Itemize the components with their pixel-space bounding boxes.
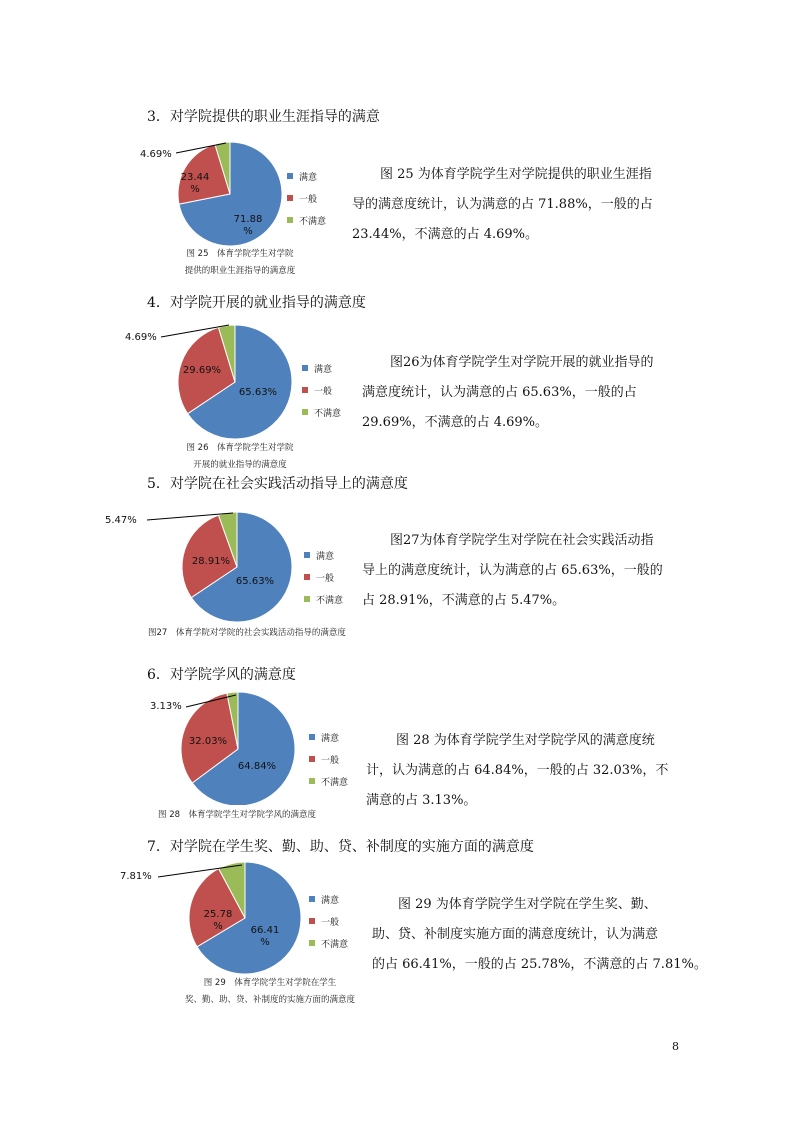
section-heading-3: 3．对学院提供的职业生涯指导的满意	[147, 109, 380, 125]
satisfied-swatch	[304, 552, 310, 558]
legend-label: 满意	[299, 172, 318, 183]
legend-item-unsatisfied	[302, 401, 341, 423]
label-satisfied: 65.63%	[238, 387, 278, 398]
para-line: 图 29 为体育学院学生对学院在学生奖、勤、	[398, 897, 657, 912]
unsatisfied-swatch	[287, 217, 293, 223]
figure-caption-26	[170, 440, 310, 474]
section-heading-6: 6．对学院学风的满意度	[147, 667, 296, 683]
para-line: 满意的占 3.13%。	[366, 793, 477, 808]
pie-chart-5	[105, 508, 295, 623]
legend-6	[309, 726, 348, 792]
legend-item-average	[309, 910, 348, 932]
section-heading-7: 7．对学院在学生奖、勤、助、贷、补制度的实施方面的满意度	[147, 839, 534, 855]
pie-chart-6	[150, 690, 300, 805]
para-line: 图27为体育学院学生对学院在社会实践活动指	[390, 533, 654, 548]
caption-line: 开展的就业指导的满意度	[193, 460, 287, 470]
paragraph-6	[366, 726, 668, 816]
legend-label: 满意	[321, 733, 340, 744]
unsatisfied-swatch	[309, 778, 315, 784]
pie-chart-4	[125, 320, 295, 440]
satisfied-swatch	[287, 173, 293, 179]
caption-line: 图 28 体育学院学生对学院学风的满意度	[158, 810, 317, 820]
para-line: 的占 66.41%，一般的占 25.78%，不满意的占 7.81%。	[372, 957, 707, 972]
legend-item-satisfied	[302, 357, 341, 379]
label-satisfied: 71.88 %	[233, 214, 263, 237]
para-line: 图26为体育学院学生对学院开展的就业指导的	[390, 355, 654, 370]
figure-caption-27	[148, 625, 358, 642]
legend-item-unsatisfied	[304, 588, 343, 610]
legend-label: 不满意	[316, 595, 344, 606]
legend-label: 不满意	[321, 939, 349, 950]
legend-label: 一般	[321, 917, 340, 928]
legend-label: 一般	[314, 386, 333, 397]
caption-line: 奖、勤、助、贷、补制度的实施方面的满意度	[184, 995, 355, 1005]
section-heading-5: 5．对学院在社会实践活动指导上的满意度	[147, 476, 408, 492]
paragraph-3	[352, 160, 653, 250]
para-line: 导的满意度统计，认为满意的占 71.88%，一般的占	[352, 197, 653, 212]
caption-line: 图 29 体育学院学生对学院在学生	[203, 978, 337, 988]
unsatisfied-swatch	[302, 409, 308, 415]
label-average: 29.69%	[182, 365, 222, 376]
legend-item-satisfied	[287, 165, 326, 187]
label-average: 28.91%	[191, 556, 231, 567]
average-swatch	[309, 918, 315, 924]
legend-7	[309, 888, 348, 954]
figure-caption-25	[170, 246, 310, 280]
label-unsatisfied: 5.47%	[105, 515, 137, 526]
para-line: 导上的满意度统计，认为满意的占 65.63%，一般的	[362, 563, 663, 578]
satisfied-swatch	[309, 896, 315, 902]
legend-label: 满意	[314, 364, 333, 375]
paragraph-7	[372, 890, 707, 980]
label-unsatisfied: 3.13%	[150, 701, 182, 712]
average-swatch	[304, 574, 310, 580]
satisfied-swatch	[309, 734, 315, 740]
label-unsatisfied: 4.69%	[125, 332, 157, 343]
unsatisfied-swatch	[304, 596, 310, 602]
para-line: 29.69%，不满意的占 4.69%。	[362, 415, 548, 430]
legend-item-average	[304, 566, 343, 588]
paragraph-5	[362, 526, 663, 616]
caption-line: 提供的职业生涯指导的满意度	[184, 266, 296, 276]
caption-line: 图27 体育学院对学院的社会实践活动指导的满意度	[148, 628, 346, 638]
legend-item-unsatisfied	[309, 770, 348, 792]
figure-caption-28	[158, 807, 348, 824]
pie-chart-7	[120, 860, 305, 975]
label-average: 25.78 %	[203, 909, 233, 932]
legend-item-satisfied	[309, 888, 348, 910]
label-unsatisfied: 7.81%	[120, 871, 152, 882]
para-line: 满意度统计，认为满意的占 65.63%，一般的占	[362, 385, 637, 400]
page-number: 8	[672, 1040, 679, 1053]
para-line: 助、贷、补制度实施方面的满意度统计，认为满意	[372, 927, 659, 942]
para-line: 图 28 为体育学院学生对学院学风的满意度统	[396, 733, 655, 748]
figure-caption-29	[150, 975, 390, 1009]
label-unsatisfied: 4.69%	[140, 149, 172, 160]
label-average: 32.03%	[188, 736, 228, 747]
legend-item-satisfied	[304, 544, 343, 566]
legend-label: 满意	[321, 895, 340, 906]
unsatisfied-swatch	[309, 940, 315, 946]
legend-label: 不满意	[299, 216, 327, 227]
legend-item-average	[302, 379, 341, 401]
legend-label: 一般	[316, 573, 335, 584]
label-satisfied: 65.63%	[235, 576, 275, 587]
para-line: 图 25 为体育学院学生对学院提供的职业生涯指	[380, 167, 652, 182]
label-satisfied: 66.41 %	[250, 925, 280, 948]
para-line: 计，认为满意的占 64.84%，一般的占 32.03%，不	[366, 763, 669, 778]
legend-3	[287, 165, 326, 231]
legend-item-average	[309, 748, 348, 770]
legend-label: 满意	[316, 551, 335, 562]
average-swatch	[302, 387, 308, 393]
para-line: 占 28.91%，不满意的占 5.47%。	[362, 593, 566, 608]
legend-item-satisfied	[309, 726, 348, 748]
average-swatch	[287, 195, 293, 201]
legend-label: 不满意	[321, 777, 349, 788]
paragraph-4	[362, 348, 654, 438]
average-swatch	[309, 756, 315, 762]
para-line: 23.44%，不满意的占 4.69%。	[352, 227, 538, 242]
legend-label: 一般	[299, 194, 318, 205]
satisfied-swatch	[302, 365, 308, 371]
caption-line: 图 25 体育学院学生对学院	[186, 249, 294, 259]
legend-item-unsatisfied	[287, 209, 326, 231]
legend-item-average	[287, 187, 326, 209]
legend-label: 不满意	[314, 408, 342, 419]
section-heading-4: 4．对学院开展的就业指导的满意度	[147, 295, 366, 311]
label-average: 23.44 %	[180, 172, 210, 195]
legend-item-unsatisfied	[309, 932, 348, 954]
caption-line: 图 26 体育学院学生对学院	[186, 443, 294, 453]
legend-5	[304, 544, 343, 610]
label-satisfied: 64.84%	[237, 761, 277, 772]
legend-4	[302, 357, 341, 423]
pie-chart-3	[140, 140, 290, 250]
legend-label: 一般	[321, 755, 340, 766]
